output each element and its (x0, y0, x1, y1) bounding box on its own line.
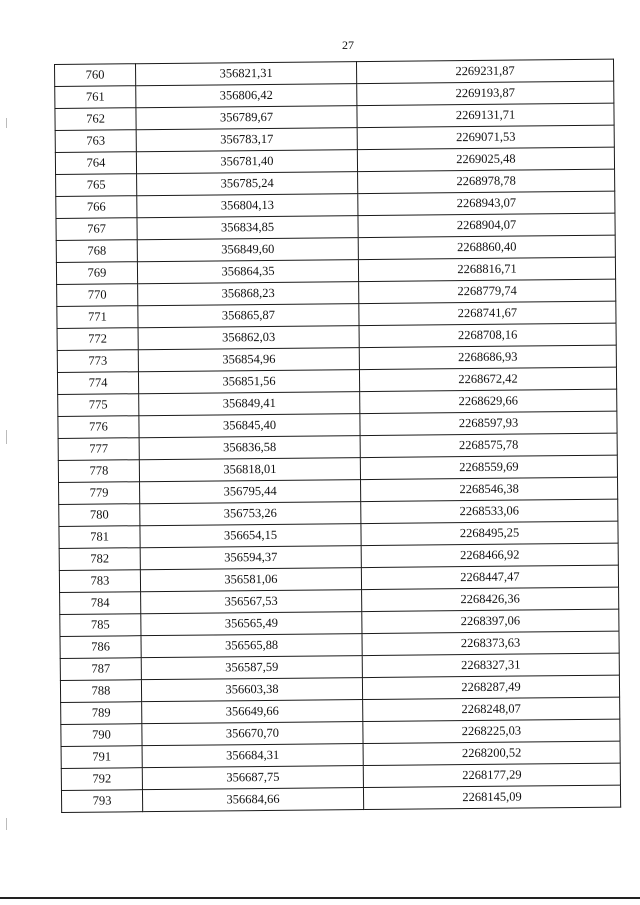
point-number-cell: 779 (59, 482, 140, 505)
y-coordinate-cell: 2268741,67 (359, 301, 616, 325)
x-coordinate-cell: 356795,44 (140, 480, 361, 504)
point-number-cell: 763 (55, 130, 136, 153)
coordinates-table-body (55, 59, 621, 812)
y-coordinate-cell: 2268943,07 (358, 191, 615, 215)
y-coordinate-cell: 2268904,07 (358, 213, 615, 237)
x-coordinate-cell: 356753,26 (140, 502, 361, 526)
point-number-cell: 771 (57, 306, 138, 329)
point-number-cell: 767 (56, 218, 137, 241)
page-number: 27 (342, 38, 354, 52)
x-coordinate-cell: 356687,75 (142, 766, 363, 790)
x-coordinate-cell: 356865,87 (138, 304, 359, 328)
x-coordinate-cell: 356862,03 (138, 326, 359, 350)
point-number-cell: 780 (59, 504, 140, 527)
x-coordinate-cell: 356785,24 (137, 172, 358, 196)
point-number-cell: 766 (56, 196, 137, 219)
point-number-cell: 791 (61, 746, 142, 769)
y-coordinate-cell: 2268495,25 (361, 521, 618, 545)
y-coordinate-cell: 2268426,36 (362, 587, 619, 611)
point-number-cell: 786 (60, 636, 141, 659)
x-coordinate-cell: 356603,38 (141, 678, 362, 702)
point-number-cell: 774 (57, 372, 138, 395)
table-row (61, 785, 620, 812)
x-coordinate-cell: 356818,01 (139, 458, 360, 482)
x-coordinate-cell: 356684,31 (142, 744, 363, 768)
point-number-cell: 777 (58, 438, 139, 461)
x-coordinate-cell: 356565,88 (141, 634, 362, 658)
x-coordinate-cell: 356567,53 (141, 590, 362, 614)
scan-artifact (6, 818, 7, 830)
x-coordinate-cell: 356804,13 (137, 194, 358, 218)
x-coordinate-cell: 356684,66 (142, 788, 363, 812)
point-number-cell: 790 (61, 724, 142, 747)
x-coordinate-cell: 356845,40 (139, 414, 360, 438)
x-coordinate-cell: 356654,15 (140, 524, 361, 548)
x-coordinate-cell: 356821,31 (136, 62, 357, 86)
point-number-cell: 765 (56, 174, 137, 197)
y-coordinate-cell: 2269193,87 (357, 81, 614, 105)
point-number-cell: 770 (57, 284, 138, 307)
point-number-cell: 788 (60, 680, 141, 703)
scan-artifact (6, 430, 7, 444)
y-coordinate-cell: 2268816,71 (358, 257, 615, 281)
point-number-cell: 787 (60, 658, 141, 681)
point-number-cell: 764 (55, 152, 136, 175)
x-coordinate-cell: 356851,56 (138, 370, 359, 394)
point-number-cell: 772 (57, 328, 138, 351)
y-coordinate-cell: 2268629,66 (360, 389, 617, 413)
y-coordinate-cell: 2269025,48 (357, 147, 614, 171)
y-coordinate-cell: 2268708,16 (359, 323, 616, 347)
x-coordinate-cell: 356789,67 (136, 106, 357, 130)
point-number-cell: 775 (58, 394, 139, 417)
point-number-cell: 793 (61, 790, 142, 813)
point-number-cell: 768 (56, 240, 137, 263)
point-number-cell: 762 (55, 108, 136, 131)
y-coordinate-cell: 2268373,63 (362, 631, 619, 655)
x-coordinate-cell: 356836,58 (139, 436, 360, 460)
y-coordinate-cell: 2268686,93 (359, 345, 616, 369)
point-number-cell: 776 (58, 416, 139, 439)
page-bottom-edge (0, 897, 640, 899)
point-number-cell: 778 (58, 460, 139, 483)
y-coordinate-cell: 2268397,06 (362, 609, 619, 633)
y-coordinate-cell: 2269231,87 (356, 59, 613, 83)
x-coordinate-cell: 356781,40 (136, 150, 357, 174)
point-number-cell: 781 (59, 526, 140, 549)
scan-artifact (6, 118, 7, 128)
point-number-cell: 789 (61, 702, 142, 725)
y-coordinate-cell: 2268559,69 (360, 455, 617, 479)
point-number-cell: 784 (60, 592, 141, 615)
x-coordinate-cell: 356834,85 (137, 216, 358, 240)
point-number-cell: 785 (60, 614, 141, 637)
x-coordinate-cell: 356565,49 (141, 612, 362, 636)
x-coordinate-cell: 356864,35 (137, 260, 358, 284)
x-coordinate-cell: 356806,42 (136, 84, 357, 108)
y-coordinate-cell: 2268327,31 (362, 653, 619, 677)
coordinates-table (54, 59, 621, 813)
x-coordinate-cell: 356868,23 (138, 282, 359, 306)
y-coordinate-cell: 2268225,03 (363, 719, 620, 743)
y-coordinate-cell: 2269131,71 (357, 103, 614, 127)
y-coordinate-cell: 2269071,53 (357, 125, 614, 149)
point-number-cell: 769 (56, 262, 137, 285)
x-coordinate-cell: 356849,60 (137, 238, 358, 262)
x-coordinate-cell: 356581,06 (140, 568, 361, 592)
y-coordinate-cell: 2268672,42 (359, 367, 616, 391)
x-coordinate-cell: 356670,70 (142, 722, 363, 746)
x-coordinate-cell: 356854,96 (138, 348, 359, 372)
x-coordinate-cell: 356783,17 (136, 128, 357, 152)
x-coordinate-cell: 356594,37 (140, 546, 361, 570)
y-coordinate-cell: 2268546,38 (361, 477, 618, 501)
x-coordinate-cell: 356849,41 (139, 392, 360, 416)
y-coordinate-cell: 2268779,74 (359, 279, 616, 303)
point-number-cell: 773 (57, 350, 138, 373)
x-coordinate-cell: 356649,66 (142, 700, 363, 724)
point-number-cell: 792 (61, 768, 142, 791)
y-coordinate-cell: 2268466,92 (361, 543, 618, 567)
point-number-cell: 761 (55, 86, 136, 109)
y-coordinate-cell: 2268177,29 (363, 763, 620, 787)
y-coordinate-cell: 2268978,78 (358, 169, 615, 193)
y-coordinate-cell: 2268447,47 (361, 565, 618, 589)
point-number-cell: 760 (55, 64, 136, 87)
y-coordinate-cell: 2268145,09 (363, 785, 620, 809)
y-coordinate-cell: 2268860,40 (358, 235, 615, 259)
coordinates-table-wrapper (54, 59, 617, 813)
y-coordinate-cell: 2268248,07 (363, 697, 620, 721)
y-coordinate-cell: 2268575,78 (360, 433, 617, 457)
point-number-cell: 783 (59, 570, 140, 593)
y-coordinate-cell: 2268287,49 (362, 675, 619, 699)
x-coordinate-cell: 356587,59 (141, 656, 362, 680)
point-number-cell: 782 (59, 548, 140, 571)
y-coordinate-cell: 2268200,52 (363, 741, 620, 765)
y-coordinate-cell: 2268533,06 (361, 499, 618, 523)
y-coordinate-cell: 2268597,93 (360, 411, 617, 435)
